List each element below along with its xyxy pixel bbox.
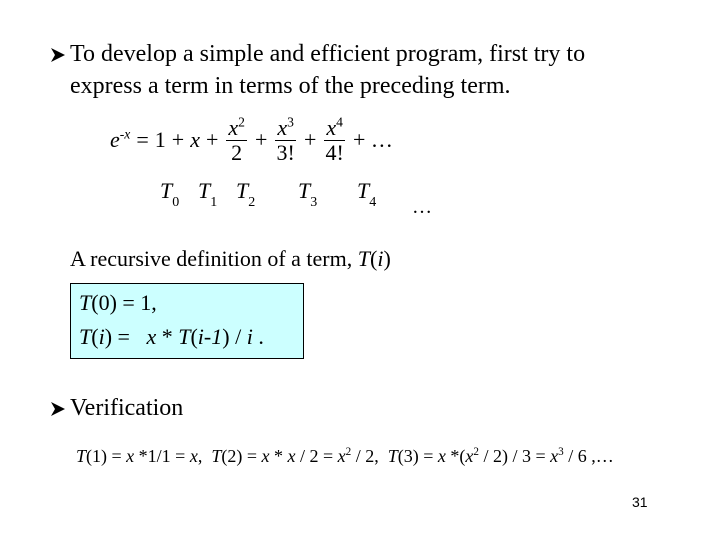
recursive-heading: A recursive definition of a term, T(i) (70, 246, 391, 271)
definition-line-1: T(0) = 1, (79, 290, 157, 315)
definition-box (70, 283, 304, 359)
definition-line-2: T(i) = x * T(i-1) / i . (79, 324, 264, 349)
series-term3-frac: $\frac{x^3}{3!}$ (276, 114, 295, 165)
term-label-0: $T_0$ (160, 178, 180, 210)
series-term2-frac: $\frac{x^2}{2}$ (228, 114, 245, 165)
bullet-1-line1: To develop a simple and efficient program, first try to (70, 41, 586, 67)
term-label-1: $T_1$ (198, 178, 218, 210)
verification-equation: T(1) = x *1/1 = x, $T(2) = x * x / 2 = x^2 / 2$, T(3) = x $*(x^2 / 2) / 3 = x^3 / 6$ ,… (76, 446, 614, 466)
term-label-2: $T_2$ (236, 178, 256, 210)
page-number: 31 (632, 494, 648, 510)
terms-ellipsis: … (412, 196, 432, 218)
series-equation: $e^{-x}$ = 1 + x + $\frac{x^2}{2}$ + $\frac{x^3}{3!}$ + $\frac{x^4}{4!}$ + … (110, 114, 393, 165)
arrow-bullet-icon (50, 47, 66, 63)
bullet-1-line2: express a term in terms of the preceding term. (70, 73, 511, 99)
term-label-3: $T_3$ (298, 178, 318, 210)
series-lhs: $e^{-x}$ (110, 126, 131, 152)
arrow-bullet-icon (50, 401, 66, 417)
term-label-4: $T_4$ (357, 178, 377, 210)
series-term4-frac: $\frac{x^4}{4!}$ (325, 114, 344, 165)
bullet-2-line1: Verification (70, 395, 184, 421)
